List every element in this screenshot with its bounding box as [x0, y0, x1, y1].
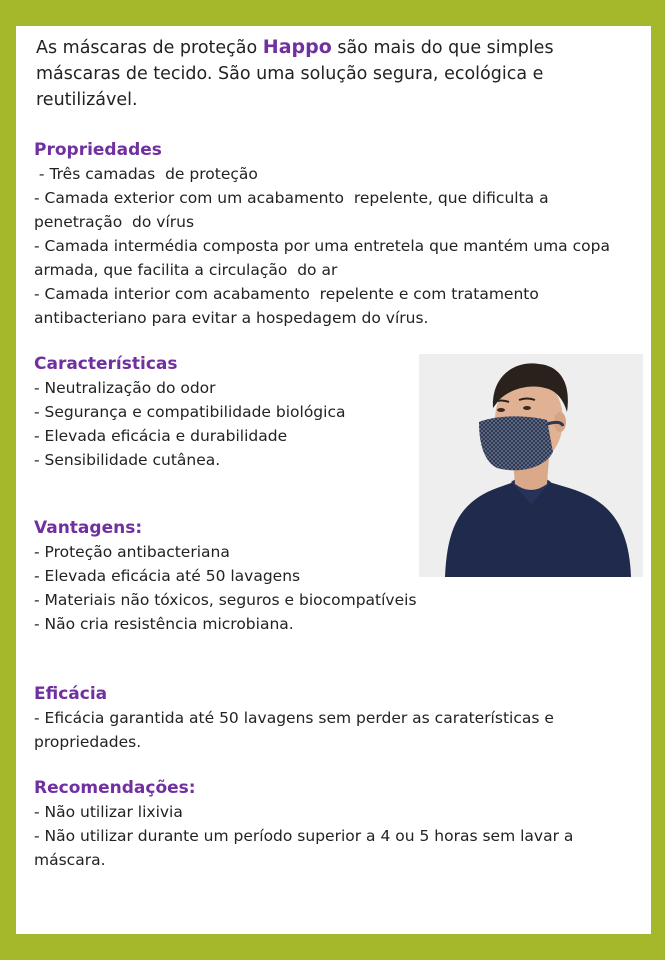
man-wearing-mask-illustration	[419, 354, 643, 577]
list-item: - Não utilizar lixivia	[34, 803, 183, 821]
section-title: Propriedades	[34, 140, 162, 160]
product-photo	[419, 354, 643, 577]
list-item: - Sensibilidade cutânea.	[34, 451, 221, 469]
document-content	[34, 34, 646, 869]
document-page	[16, 26, 651, 934]
list-item: penetração do vírus	[34, 213, 195, 231]
list-item: - Não cria resistência microbiana.	[34, 615, 294, 633]
section-propriedades	[34, 138, 610, 330]
section-title: Características	[34, 354, 178, 374]
list-item: propriedades.	[34, 733, 142, 751]
list-item: máscara.	[34, 851, 106, 869]
list-item: - Neutralização do odor	[34, 379, 216, 397]
list-item: antibacteriano para evitar a hospedagem do vírus.	[34, 309, 429, 327]
list-item: - Materiais não tóxicos, seguros e biocompatíveis	[34, 591, 417, 609]
list-item: - Elevada eficácia e durabilidade	[34, 427, 288, 445]
section-eficacia	[34, 682, 554, 754]
list-item: - Camada exterior com um acabamento repelente, que dificulta a	[34, 189, 549, 207]
brand-name: Happo	[262, 36, 332, 58]
list-item: - Camada interior com acabamento repelente e com tratamento	[34, 285, 539, 303]
intro-text-start: As máscaras de proteção	[36, 38, 263, 58]
section-title: Recomendações:	[34, 778, 196, 798]
list-item: - Elevada eficácia até 50 lavagens	[34, 567, 301, 585]
section-recomendacoes	[34, 776, 573, 872]
list-item: - Camada intermédia composta por uma entretela que mantém uma copa	[34, 237, 610, 255]
intro-paragraph	[36, 34, 596, 113]
list-item: - Segurança e compatibilidade biológica	[34, 403, 346, 421]
list-item: - Eficácia garantida até 50 lavagens sem perder as caraterísticas e	[34, 709, 554, 727]
section-title: Eficácia	[34, 684, 108, 704]
list-item: - Três camadas de proteção	[34, 165, 258, 183]
list-item: - Proteção antibacteriana	[34, 543, 230, 561]
section-vantagens	[34, 516, 417, 636]
section-title: Vantagens:	[34, 518, 143, 538]
list-item: - Não utilizar durante um período superior a 4 ou 5 horas sem lavar a	[34, 827, 574, 845]
section-caracteristicas	[34, 352, 345, 472]
list-item: armada, que facilita a circulação do ar	[34, 261, 338, 279]
intro-text-end: são mais do que simples máscaras de tecido. São uma solução segura, ecológica e reutilizável.	[36, 38, 554, 110]
